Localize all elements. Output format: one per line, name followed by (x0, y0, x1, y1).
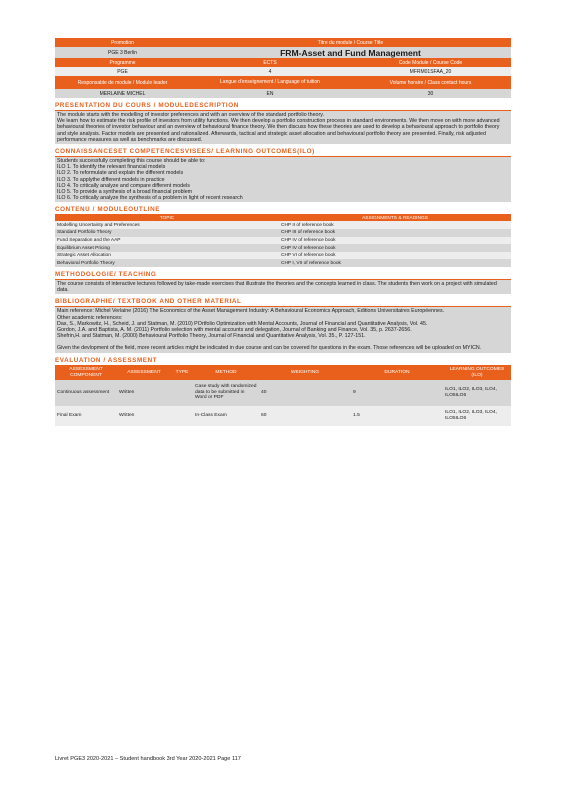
presentation-block (55, 111, 511, 144)
outcome-item: ILO 2. To reformulate and explain the different models (57, 170, 184, 177)
promotion-label: Promotion (111, 39, 134, 46)
eval-assessment: Written (117, 380, 171, 406)
contact-hours-value: 30 (427, 90, 434, 97)
course-title-label: Titre du module / Course Title (317, 39, 384, 46)
outline-reading: CHP IV of reference book (279, 244, 511, 252)
eval-col-method: METHOD (193, 366, 259, 380)
course-code-label: Code Module / Course Code (398, 59, 463, 66)
contact-hours-label: Volume horaire / Class contact hours (389, 79, 472, 86)
outline-topic: Modelling Uncertainty and Preferences (55, 221, 279, 229)
table-row (55, 380, 511, 406)
methodology-block (55, 280, 511, 294)
course-title: FRM-Asset and Fund Management (280, 47, 421, 58)
outline-table (55, 215, 511, 267)
presentation-line: We learn how to estimate the risk profile of investors from utility functions. We then develop a portfolio construction process in standard environments. We then move on with more advanced behavioural theories of investor behaviour and an overview of behavioural finance theory. We then discuss how these theories are used to develop a behavioural approach to portfolio theory and style analysis. Factor models are presented and rationalized. Afterwards, tactical and strategic asset allocation and behavioural portfolio theory are presented. Finally, risk adjusted performance measures as well as benchmarks are discussed. (57, 118, 500, 143)
outline-topic: Equilibrium Asset Pricing (55, 244, 279, 252)
bibliography-line: Shefrin,H. and Statman, M. (2000) Behavioural Portfolio Theory, Journal of Financial and Quantitative Analysis, Vol. 35., P. 127-151. (57, 333, 366, 340)
course-sheet (55, 38, 511, 426)
outline-col-reading: ASSIGNMENTS & READINGS (279, 215, 511, 221)
section-title-outcomes: CONNAISSANCESET COMPETENCESVISEES/ LEARNING OUTCOMES(ILO) (55, 147, 511, 157)
ects-value: 4 (268, 68, 272, 75)
evaluation-table (55, 366, 511, 426)
eval-col-weighting: WEIGHTING (259, 366, 351, 380)
bibliography-line: Other academic references: (57, 314, 123, 321)
outline-topic: Standard Portfolio Theory (55, 229, 279, 237)
eval-col-duration: DURATION (351, 366, 443, 380)
programme-value: PGE (117, 68, 128, 75)
outcomes-intro: Students successfully completing this course should be able to: (57, 158, 206, 165)
table-row (55, 406, 511, 426)
outline-topic: Strategic Asset Allocation (55, 252, 279, 260)
section-title-bibliography: BIBLIOGRAPHIE/ TEXTBOOK AND OTHER MATERIAL (55, 297, 511, 307)
programme-label: Programme (109, 59, 136, 66)
outline-reading: CHP IV of reference book (279, 237, 511, 245)
eval-component: Final Exam (55, 406, 117, 426)
outcome-item: ILO 3. To applythe different models in practice (57, 176, 165, 183)
eval-method: Case study with randomized data to be submitted in Word or PDF (193, 380, 259, 406)
table-row (55, 229, 511, 237)
eval-type (171, 406, 193, 426)
eval-weighting: 60 (259, 406, 351, 426)
section-title-outline: CONTENU / MODULEOUTLINE (55, 205, 511, 215)
language-label: Langue d'enseignement / Language of tuition (220, 78, 320, 85)
table-row (55, 237, 511, 245)
table-row (55, 252, 511, 260)
language-value: EN (266, 90, 274, 97)
header-row-leader-labels (55, 76, 511, 89)
eval-col-outcomes: LEARNING OUTCOMES (ILO) (443, 366, 511, 380)
bibliography-block (55, 307, 511, 352)
outcomes-block (55, 157, 511, 202)
outline-reading: CHP VI of reference book (279, 252, 511, 260)
module-leader-value: MERLAINE MICHEL (99, 90, 146, 97)
header-row-labels (55, 38, 511, 47)
outline-reading: CHP III of reference book (279, 229, 511, 237)
outline-col-topic: TOPIC (55, 215, 279, 221)
eval-col-type: TYPE (171, 366, 193, 380)
presentation-line: The module starts with the modelling of investor preferences and with an overview of the standard portfolio theory. (57, 112, 324, 118)
header-row-leader-values (55, 89, 511, 98)
eval-weighting: 40 (259, 380, 351, 406)
section-title-methodology: METHODOLOGIE/ TEACHING (55, 270, 511, 280)
course-code-value: MFRM01SFAA_20 (409, 68, 452, 75)
eval-duration: 1.5 (351, 406, 443, 426)
ects-label: ECTS (263, 59, 277, 66)
eval-outcomes: ILO1, ILO2, ILO3, ILO4, ILO5ILO6 (443, 406, 511, 426)
promotion-value: PGE 3 Berlin (108, 49, 137, 56)
table-row (55, 259, 511, 267)
eval-col-component: ASSESSMENT COMPONENT (55, 366, 117, 380)
eval-duration: 9 (351, 380, 443, 406)
bibliography-line: Das, S., Markowitz, H., Scheid, J. and Statman, M. (2010) POrtfolio Optimization with Mental Accounts, Journal of Financial and Quantitative Analysis, Vol. 45. (57, 320, 428, 327)
section-title-presentation: PRESENTATION DU COURS / MODULEDESCRIPTION (55, 101, 511, 111)
eval-outcomes: ILO1, ILO2, ILO3, ILO4, ILO5ILO6 (443, 380, 511, 406)
evaluation-header-row (55, 366, 511, 380)
eval-method: In-Class Exam (193, 406, 259, 426)
eval-col-assessment: ASSESSMENT (117, 366, 171, 380)
outcome-item: ILO 4. To critically analyze and compare different models (57, 182, 190, 189)
outline-reading: CHP I, VII of reference book (279, 259, 511, 267)
methodology-text: The course consists of interactive lectures followed by take-made exercises that illustrate the theories and the concepts learned in class. The students then work on a project with simulated data. (57, 281, 497, 294)
eval-assessment: Written (117, 406, 171, 426)
header-row-values (55, 47, 511, 58)
header-row-programme-values (55, 67, 511, 76)
bibliography-line: Given the devlopment of the field, more recent articles might be indicated in due course and can be covered for questions in the exam. Those references will be uploaded on MYICN. (57, 345, 482, 352)
outline-reading: CHP II of reference book (279, 221, 511, 229)
module-leader-label: Responsable de module / Module leader (77, 79, 168, 86)
outcome-item: ILO 6. To critically analyze the synthesis of a problem in light of recent research (57, 195, 243, 202)
outline-topic: Fund Separation and the AAP (55, 237, 279, 245)
outcome-item: ILO 1. To identify the relevant financial models (57, 164, 166, 171)
page-footer: Livret PGE3 2020-2021 – Student handbook 3rd Year 2020-2021 Page 117 (55, 756, 241, 762)
outcome-item: ILO 5. To provide a synthesis of a broad financial problem (57, 189, 193, 196)
eval-component: Continuous assessment (55, 380, 117, 406)
section-title-evaluation: EVALUATION / ASSESSMENT (55, 356, 511, 366)
bibliography-line: Main reference: Michel Verlaine (2016) The Economics of the Asset Management Industry: A Behavioural Economics Approach, Editions Universitaires Européennes. (57, 308, 445, 315)
bibliography-line: Gordon, J.A. and Baptista, A. M. (2011) Portfolio selection with mental accounts and delegation, Journal of Banking and Finance, Vol. 35, p. 2637-2656. (57, 327, 412, 334)
table-row (55, 221, 511, 229)
eval-type (171, 380, 193, 406)
outline-topic: Behavioral Portfolio Theory (55, 259, 279, 267)
table-row (55, 244, 511, 252)
header-row-programme-labels (55, 58, 511, 67)
